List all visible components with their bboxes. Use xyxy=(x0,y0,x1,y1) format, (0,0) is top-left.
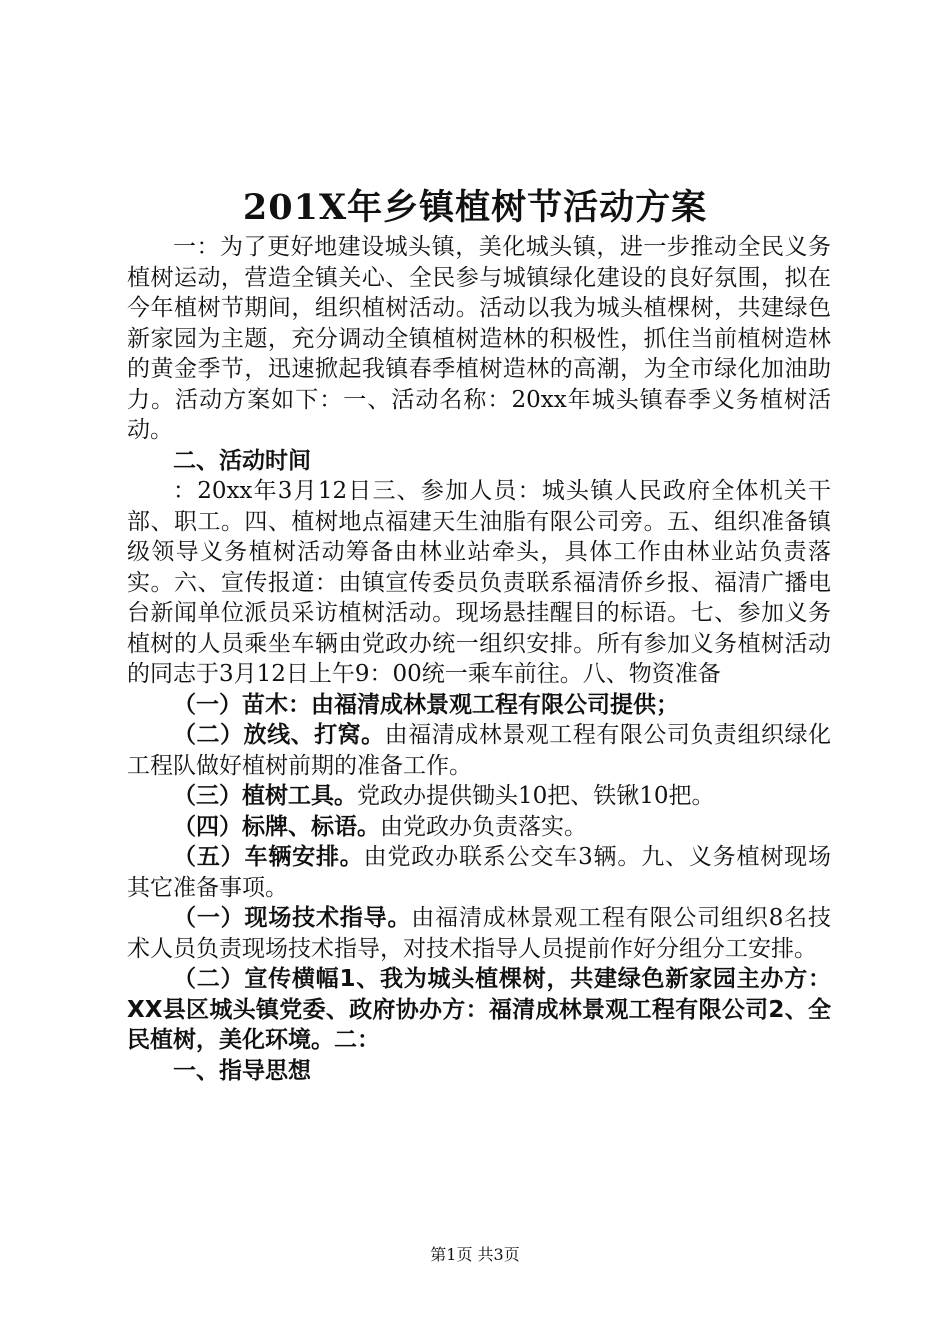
heading-text: 一、指导思想 xyxy=(173,1057,311,1084)
paragraph-text: 由党政办联系公交车3辆。九、义务植树现场其它准备事项。 xyxy=(127,844,831,901)
paragraph-details xyxy=(127,476,831,690)
paragraph-vehicles xyxy=(127,842,831,903)
page-title: 201X年乡镇植树节活动方案 xyxy=(242,187,708,228)
paragraph-tech-guidance xyxy=(127,903,831,964)
document-body xyxy=(127,232,831,1086)
paragraph-text: 由党政办负责落实。 xyxy=(380,813,587,840)
paragraph-banners xyxy=(127,964,831,1056)
paragraph-text: 一：为了更好地建设城头镇，美化城头镇，进一步推动全民义务植树运动，营造全镇关心、全民参与城镇绿化建设的良好氛围，拟在今年植树节期间，组织植树活动。活动以我为城头植棵树，共建绿色新家园为主题，充分调动全镇植树造林的积极性，抓住当前植树造林的黄金季节，迅速掀起我镇春季植树造林的高潮，为全市绿化加油助力。活动方案如下：一、活动名称：20xx年城头镇春季义务植树活动。 xyxy=(127,234,831,443)
heading-guiding-idea xyxy=(127,1056,831,1087)
paragraph-text: 由福清成林景观工程有限公司负责组织绿化工程队做好植树前期的准备工作。 xyxy=(127,722,832,779)
paragraph-bold-lead: （二）宣传横幅1、我为城头植棵树，共建绿色新家园主办方：XX县区城头镇党委、政府协办方：福清成林景观工程有限公司2、全民植树，美化环境。二： xyxy=(127,966,831,1053)
page-footer: 第1页 共3页 xyxy=(430,1245,520,1264)
paragraph-signs xyxy=(127,812,831,843)
paragraph-layout-holes xyxy=(127,720,831,781)
paragraph-text: ：20xx年3月12日三、参加人员：城头镇人民政府全体机关干部、职工。四、植树地点福建天生油脂有限公司旁。五、组织准备镇级领导义务植树活动筹备由林业站牵头，具体工作由林业站负责落实。六、宣传报道：由镇宣传委员负责联系福清侨乡报、福清广播电台新闻单位派员采访植树活动。现场悬挂醒目的标语。七、参加义务植树的人员乘坐车辆由党政办统一组织安排。所有参加义务植树活动的同志于3月12日上午9：00统一乘车前往。八、物资准备 xyxy=(127,478,831,687)
heading-text: 二、活动时间 xyxy=(173,447,311,474)
heading-activity-time xyxy=(127,446,831,477)
paragraph-bold-lead: （五）车辆安排。 xyxy=(173,844,364,870)
paragraph-bold-lead: （四）标牌、标语。 xyxy=(173,813,380,840)
paragraph-bold-lead: （二）放线、打窝。 xyxy=(173,722,385,748)
paragraph-bold-lead: （一）苗木：由福清成林景观工程有限公司提供； xyxy=(173,691,679,718)
paragraph-text: 由福清成林景观工程有限公司组织8名技术人员负责现场技术指导，对技术指导人员提前作好分组分工安排。 xyxy=(127,905,831,962)
paragraph-bold-lead: （三）植树工具。 xyxy=(173,783,357,809)
paragraph-seedlings xyxy=(127,690,831,721)
paragraph-text: 党政办提供锄头10把、铁锹10把。 xyxy=(357,783,715,809)
paragraph-bold-lead: （一）现场技术指导。 xyxy=(173,905,412,931)
paragraph-tools xyxy=(127,781,831,812)
paragraph-intro xyxy=(127,232,831,446)
